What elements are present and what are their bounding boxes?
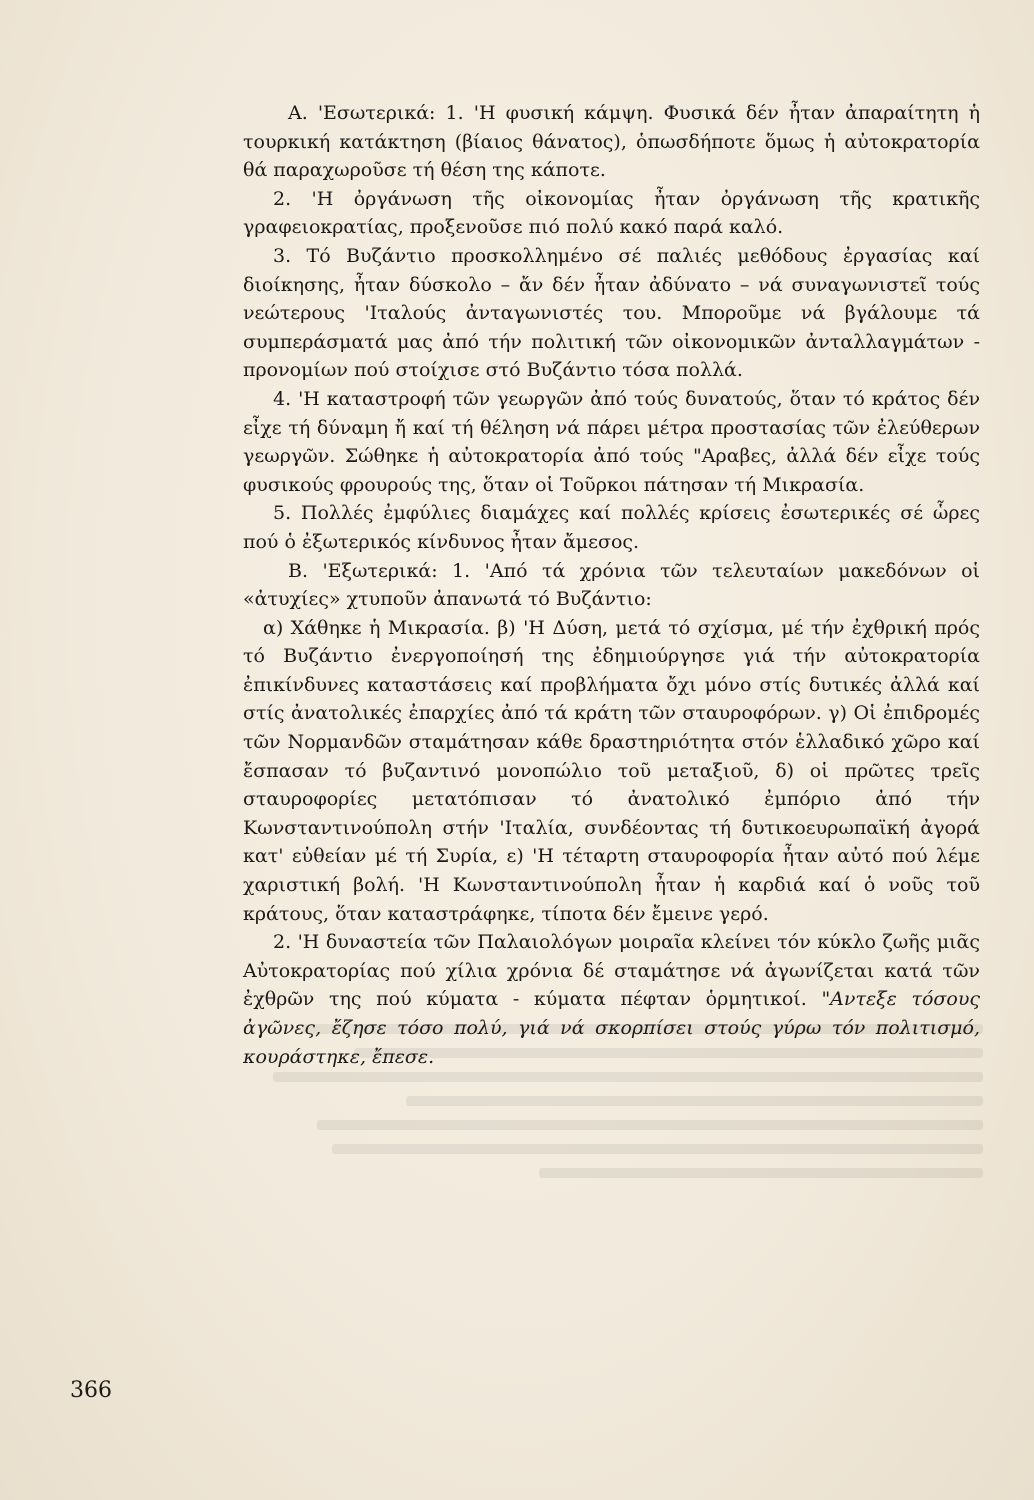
paragraph-internal-4: 4. 'Η καταστροφή τῶν γεωργῶν ἀπό τούς δυνατούς, ὅταν τό κράτος δέν εἶχε τή δύναμη ἤ καί τή θέληση νά πάρει μέτρα προστασίας τῶν ἐλεύθερων γεωργῶν. Σώθηκε ἡ αὐτοκρατορία ἀπό τούς "Αραβες, ἀλλά δέν εἶχε τούς φυσικούς φρουρούς της, ὅταν οἱ Τοῦρκοι πάτησαν τή Μικρασία.: [243, 387, 980, 496]
page-number: 366: [70, 1378, 112, 1403]
paragraph-internal-5: 5. Πολλές ἐμφύλιες διαμάχες καί πολλές κρίσεις ἐσωτερικές σέ ὧρες πού ὁ ἐξωτερικός κίνδυνος ἦταν ἄμεσος.: [243, 502, 980, 553]
paragraph-external-1: Β. 'Εξωτερικά: 1. 'Από τά χρόνια τῶν τελευταίων μακεδόνων οἱ «ἀτυχίες» χτυποῦν ἀπανωτά τό Βυζάντιο:: [243, 559, 980, 611]
paragraph-internal-1: Α. 'Εσωτερικά: 1. 'Η φυσική κάμψη. Φυσικά δέν ἦταν ἀπαραίτητη ἡ τουρκική κατάκτηση (βίαιος θάνατος), ὁπωσδήποτε ὅμως ἡ αὐτοκρατορία θά παραχωροῦσε τή θέση της κάποτε.: [243, 102, 980, 182]
paragraph-external-2: [243, 928, 980, 1071]
body-text: [243, 99, 980, 1071]
paragraph-external-1-list: α) Χάθηκε ἡ Μικρασία. β) 'Η Δύση, μετά τό σχίσμα, μέ τήν ἐχθρική πρός τό Βυζάντιο ἐνεργοποίησή της ἐδημιούργησε γιά τήν αὐτοκρατορία ἐπικίνδυνες καταστάσεις καί προβλήματα ὄχι μόνο στίς δυτικές ἀλλά καί στίς ἀνατολικές ἐπαρχίες ἀπό τά κράτη τῶν σταυροφόρων. γ) Οἱ ἐπιδρομές τῶν Νορμανδῶν σταμάτησαν κάθε δραστηριότητα στόν ἑλλαδικό χῶρο καί ἔσπασαν τό βυζαντινό μονοπώλιο τοῦ μεταξιοῦ, δ) οἱ πρῶτες τρεῖς σταυροφορίες μετατόπισαν τό ἀνατολικό ἐμπόριο ἀπό τήν Κωνσταντινούπολη στήν 'Ιταλία, συνδέοντας τή δυτικοευρωπαϊκή ἀγορά κατ' εὐθείαν μέ τή Συρία, ε) 'Η τέταρτη σταυροφορία ἦταν αὐτό πού λέμε χαριστική βολή. 'Η Κωνσταντινούπολη ἦταν ἡ καρδιά καί ὁ νοῦς τοῦ κράτους, ὅταν καταστράφηκε, τίποτα δέν ἔμεινε γερό.: [243, 616, 980, 925]
paragraph-internal-2: 2. 'Η ὀργάνωση τῆς οἰκονομίας ἦταν ὀργάνωση τῆς κρατικῆς γραφειοκρατίας, προξενοῦσε πιό πολύ κακό παρά καλό.: [243, 187, 980, 239]
paragraph-external-2-text: 2. 'Η δυναστεία τῶν Παλαιολόγων μοιραῖα κλείνει τόν κύκλο ζωῆς μιᾶς Αὐτοκρατορίας πού χίλια χρόνια δέ σταμάτησε νά ἀγωνίζεται κατά τῶν ἐχθρῶν της πού κύματα - κύματα πέφταν ὁρμητικοί.: [243, 931, 980, 1011]
paragraph-external-2-italic: "Αντεξε τόσους ἀγῶνες, ἔζησε τόσο πολύ, γιά νά σκορπίσει στούς γύρω τόν πολιτισμό, κουράστηκε, ἔπεσε.: [243, 988, 981, 1068]
paragraph-internal-3: 3. Τό Βυζάντιο προσκολλημένο σέ παλιές μεθόδους ἐργασίας καί διοίκησης, ἦταν δύσκολο – ἄν δέν ἦταν ἀδύνατο – νά συναγωνιστεῖ τούς νεώτερους 'Ιταλούς ἀνταγωνιστές του. Μποροῦμε νά βγάλουμε τά συμπεράσματά μας ἀπό τήν πολιτική τῶν οἰκονομικῶν ἀνταλλαγμάτων - προνομίων πού στοίχισε στό Βυζάντιο τόσα πολλά.: [243, 244, 980, 382]
